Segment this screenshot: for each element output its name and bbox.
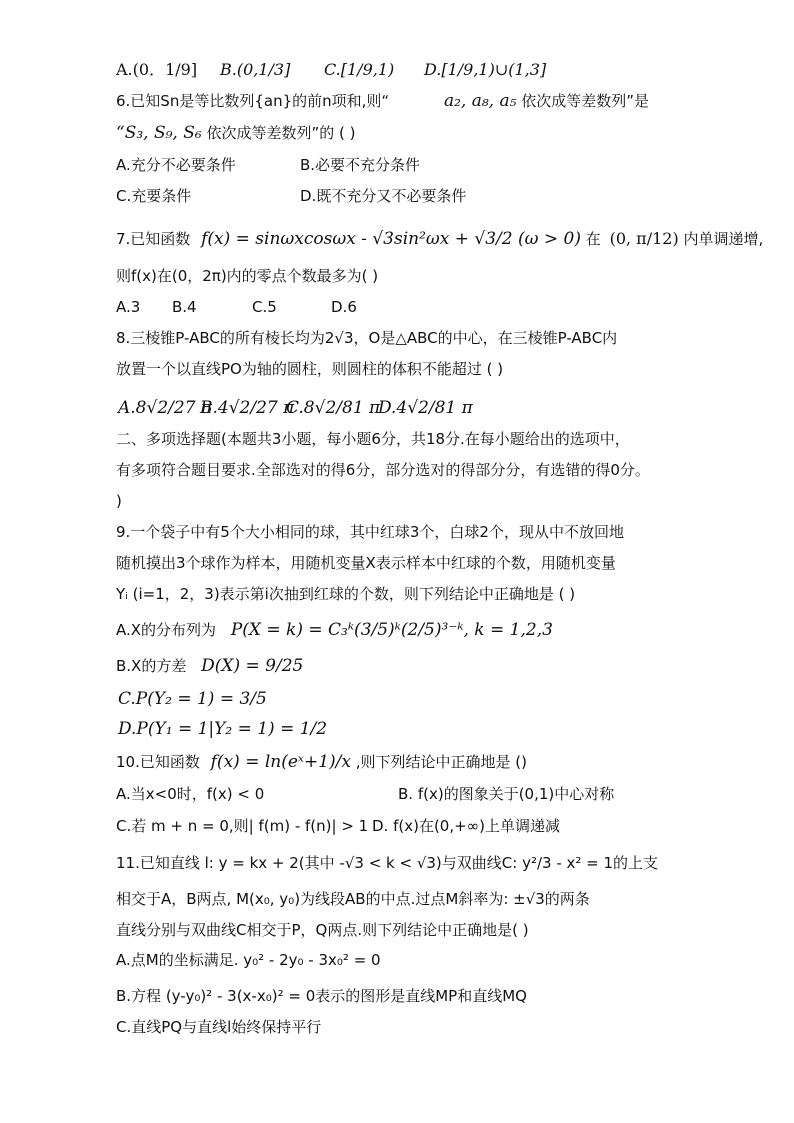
- q6-math-sequence: a₂, a₈, a₅: [443, 91, 517, 111]
- q9-line-3: [116, 583, 575, 605]
- q6-stem-tail: 依次成等差数列”是: [521, 92, 649, 110]
- q8-line-1: [116, 327, 617, 349]
- q8-option-c: C.8√2/81 π: [286, 398, 381, 418]
- q10-stem: 10.已知函数: [116, 753, 200, 771]
- section2-line-1: [116, 428, 630, 450]
- q8-line-2: [116, 358, 503, 380]
- q7-option-b: B.4: [172, 298, 197, 316]
- q5-option-d: D.[1/9,1)∪(1,3]: [424, 60, 547, 79]
- q9-stem-3: Yᵢ (i=1，2，3)表示第i次抽到红球的个数，则下列结论中正确地是 ( ): [116, 585, 576, 603]
- q7-math-interval: (0, π/12): [609, 229, 679, 248]
- q6-math-sums: “S₃, S₉, S₆: [116, 123, 202, 143]
- q6-option-c: C.充要条件: [116, 187, 192, 205]
- q9-option-d-row: [116, 718, 327, 740]
- q8-option-a: A.8√2/27 π: [118, 398, 213, 418]
- q9-option-a-row: [116, 619, 553, 641]
- q6-line-2: [116, 122, 356, 144]
- q10-stem-tail: ,则下列结论中正确地是 (): [355, 753, 527, 771]
- q9-option-b-math: D(X) = 9/25: [201, 656, 304, 676]
- q11-line-1: [116, 852, 658, 874]
- q9-option-d: D.P(Y₁ = 1|Y₂ = 1) = 1/2: [118, 719, 328, 739]
- q9-option-b-label: B.X的方差: [116, 657, 187, 675]
- section2-close-paren: ): [116, 492, 122, 510]
- q10-option-b: B. f(x)的图象关于(0,1)中心对称: [398, 785, 615, 803]
- q5-option-b: B.(0,1/3]: [220, 60, 291, 79]
- q7-option-a: A.3: [116, 298, 141, 316]
- q6-stem-tail-2: 依次成等差数列”的 ( ): [206, 124, 356, 142]
- q6-option-b: B.必要不充分条件: [300, 156, 421, 174]
- q7-option-d: D.6: [331, 298, 357, 316]
- q7-line-2: [116, 265, 378, 287]
- q11-line-2: [116, 888, 590, 910]
- q6-stem: 6.已知Sn是等比数列{an}的前n项和,则“: [116, 92, 390, 110]
- q8-stem: 8.三棱锥P-ABC的所有棱长均为2√3，O是△ABC的中心，在三棱锥P-ABC内: [116, 329, 618, 347]
- q11-option-a-row: [116, 949, 381, 971]
- q11-stem: 11.已知直线 l: y = kx + 2(其中 -√3 < k < √3)与双曲线C: y²/3 - x² = 1的上支: [116, 854, 659, 872]
- q11-option-b-row: [116, 985, 527, 1007]
- q7-option-c: C.5: [252, 298, 277, 316]
- q8-option-d: D.4√2/81 π: [378, 398, 473, 418]
- q8-stem-2: 放置一个以直线PO为轴的圆柱，则圆柱的体积不能超过 ( ): [116, 360, 504, 378]
- section2-heading: 二、多项选择题(本题共3小题，每小题6分，共18分.在每小题给出的选项中，: [116, 430, 630, 448]
- q7-stem-tail: 内单调递增,: [683, 230, 764, 248]
- q5-option-a: A.(0．1/9]: [116, 60, 198, 79]
- q9-stem-2: 随机摸出3个球作为样本，用随机变量X表示样本中红球的个数，用随机变量: [116, 554, 616, 572]
- q10-option-d: D. f(x)在(0,+∞)上单调递减: [372, 817, 561, 835]
- q7-math-function: f(x) = sinωxcosωx - √3sin²ωx + √3/2 (ω > 0): [201, 229, 581, 249]
- q11-stem-2: 相交于A，B两点, M(x₀, y₀)为线段AB的中点.过点M斜率为: ±√3的两条: [116, 890, 590, 908]
- q9-option-a-math: P(X = k) = C₃ᵏ(3/5)ᵏ(2/5)³⁻ᵏ, k = 1,2,3: [230, 620, 553, 640]
- q5-option-c: C.[1/9,1): [324, 60, 395, 79]
- q9-stem: 9.一个袋子中有5个大小相同的球，其中红球3个，白球2个，现从中不放回地: [116, 523, 624, 541]
- q11-line-3: [116, 919, 529, 941]
- q7-stem-mid: 在: [585, 230, 601, 248]
- q9-line-1: [116, 521, 624, 543]
- q6-line-1: [116, 90, 649, 112]
- q7-line-1: [116, 228, 763, 250]
- q10-option-c: C.若 m + n = 0,则| f(m) - f(n)| > 1: [116, 817, 369, 835]
- q9-option-c: C.P(Y₂ = 1) = 3/5: [118, 689, 267, 709]
- q11-option-a: A.点M的坐标满足. y₀² - 2y₀ - 3x₀² = 0: [116, 951, 381, 969]
- q9-option-c-row: [116, 688, 267, 710]
- q6-option-a: A.充分不必要条件: [116, 156, 236, 174]
- section2-instructions: 有多项符合题目要求.全部选对的得6分，部分选对的得部分分，有选错的得0分。: [116, 461, 650, 479]
- q11-option-b: B.方程 (y-y₀)² - 3(x-x₀)² = 0表示的图形是直线MP和直线MQ: [116, 987, 527, 1005]
- section2-line-2: [116, 459, 650, 481]
- q7-question: 则f(x)在(0，2π)内的零点个数最多为( ): [116, 267, 379, 285]
- q10-line-1: [116, 751, 527, 773]
- q11-stem-3: 直线分别与双曲线C相交于P，Q两点.则下列结论中正确地是( ): [116, 921, 529, 939]
- q10-math-function: f(x) = ln(eˣ+1)/x: [210, 752, 351, 772]
- q11-option-c-row: [116, 1016, 321, 1038]
- q11-option-c: C.直线PQ与直线l始终保持平行: [116, 1018, 322, 1036]
- q10-option-a: A.当x<0时，f(x) < 0: [116, 785, 265, 803]
- q8-option-b: B.4√2/27 π: [200, 398, 295, 418]
- q9-option-a-label: A.X的分布列为: [116, 621, 217, 639]
- section2-line-3: [116, 490, 122, 512]
- q9-option-b-row: [116, 655, 303, 677]
- q6-option-d: D.既不充分又不必要条件: [300, 187, 467, 205]
- q9-line-2: [116, 552, 616, 574]
- q7-stem: 7.已知函数: [116, 230, 191, 248]
